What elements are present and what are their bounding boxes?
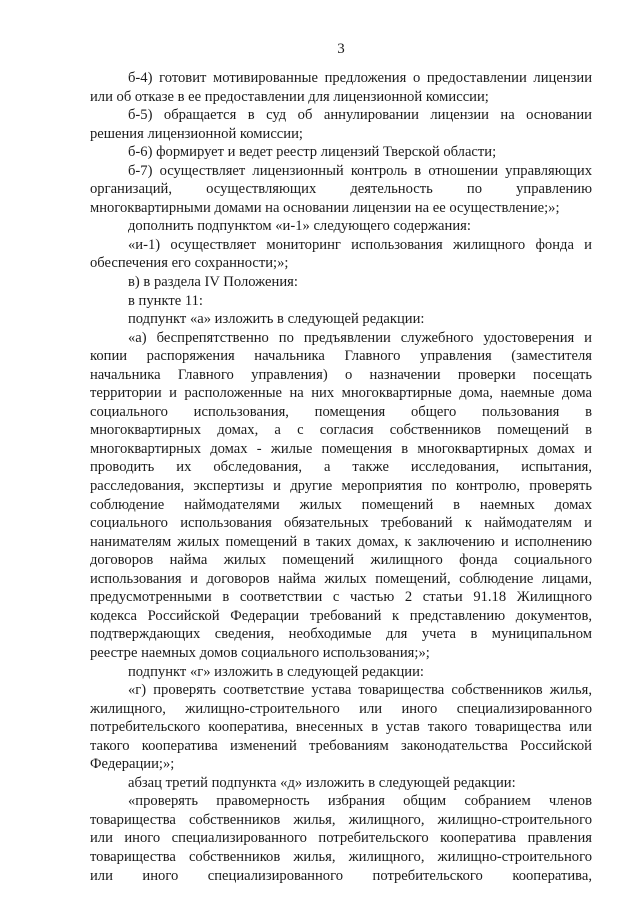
text-line: жилищного, жилищно-строительного или иного специализированного (90, 700, 592, 717)
text-line: предусмотренными в соответствии с частью 2 статьи 91.18 Жилищного (90, 589, 592, 606)
text-line: потребительского кооператива, внесенных в устав такого товарищества или (90, 719, 592, 736)
text-line: «проверять правомерность избрания общим собранием членов (128, 793, 592, 810)
text-line: «а) беспрепятственно по предъявлении служебного удостоверения и (128, 329, 592, 346)
text-line: начальника Главного управления) о назначении проверки посещать (90, 366, 592, 383)
text-line: многоквартирных домах, а с согласия собственников помещений в (90, 422, 592, 439)
text-line: копии распоряжения начальника Главного управления (заместителя (90, 348, 592, 365)
text-line: в) в раздела IV Положения: (128, 274, 298, 291)
text-line: Федерации;»; (90, 756, 175, 773)
text-line: «г) проверять соответствие устава товарищества собственников жилья, (128, 682, 592, 699)
text-line: подпункт «г» изложить в следующей редакции: (128, 663, 424, 680)
text-line: дополнить подпунктом «и-1» следующего содержания: (128, 218, 471, 235)
text-line: подпункт «а» изложить в следующей редакции: (128, 311, 425, 328)
text-line: использования и договоров найма жилых помещений, соблюдение лицами, (90, 570, 592, 587)
text-line: многоквартирными домами на основании лицензии на ее осуществление;»; (90, 199, 560, 216)
text-line: многоквартирных домах - жилые помещения в многоквартирных домах и (90, 440, 592, 457)
text-line: б-5) обращается в суд об аннулировании лицензии на основании (128, 107, 592, 124)
page-number: 3 (337, 41, 345, 57)
text-line: социального использования обязательных требований к наймодателям и (90, 515, 592, 532)
text-line: товарищества собственников жилья, жилищного, жилищно-строительного (90, 848, 592, 865)
text-line: подтверждающих сведения, необходимые для учета в муниципальном (90, 626, 592, 643)
text-line: в пункте 11: (128, 292, 203, 309)
text-line: социального использования, помещения общего пользования в (90, 403, 592, 420)
text-line: такого кооператива изменений требованиям законодательства Российской (90, 737, 592, 754)
text-line: нанимателям жилых помещений в таких домах, к заключению и исполнению (90, 533, 592, 550)
text-line: товарищества собственников жилья, жилищного, жилищно-строительного (90, 811, 592, 828)
text-line: или иного специализированного потребительского кооператива, (90, 867, 592, 884)
text-line: б-6) формирует и ведет реестр лицензий Тверской области; (128, 144, 497, 161)
text-line: проводить их обследования, а также исследования, испытания, (90, 459, 592, 476)
text-line: б-7) осуществляет лицензионный контроль в отношении управляющих (128, 162, 592, 179)
text-line: или об отказе в ее предоставлении для лицензионной комиссии; (90, 88, 489, 105)
text-line: территории и расположенные на них многоквартирные дома, наемные дома (90, 385, 592, 402)
text-line: обеспечения его сохранности;»; (90, 255, 289, 272)
text-line: организаций, осуществляющих деятельность по управлению (90, 181, 592, 198)
text-line: договоров найма жилых помещений жилищного фонда социального (90, 552, 592, 569)
text-line: решения лицензионной комиссии; (90, 125, 303, 142)
text-line: абзац третий подпункта «д» изложить в следующей редакции: (128, 774, 516, 791)
text-line: кодекса Российской Федерации требований к представлению документов, (90, 607, 592, 624)
text-line: б-4) готовит мотивированные предложения о предоставлении лицензии (128, 70, 592, 86)
document-body (90, 69, 592, 885)
text-line: соблюдение наймодателями жилых помещений в наемных домах (90, 496, 592, 513)
text-line: расследования, экспертизы и другие мероприятия по контролю, проверять (90, 478, 592, 495)
document-page (90, 0, 592, 905)
text-line: реестре наемных домов социального использования;»; (90, 644, 430, 661)
text-line: «и-1) осуществляет мониторинг использования жилищного фонда и (128, 236, 592, 253)
text-line: или иного специализированного потребительского кооператива правления (90, 830, 592, 847)
